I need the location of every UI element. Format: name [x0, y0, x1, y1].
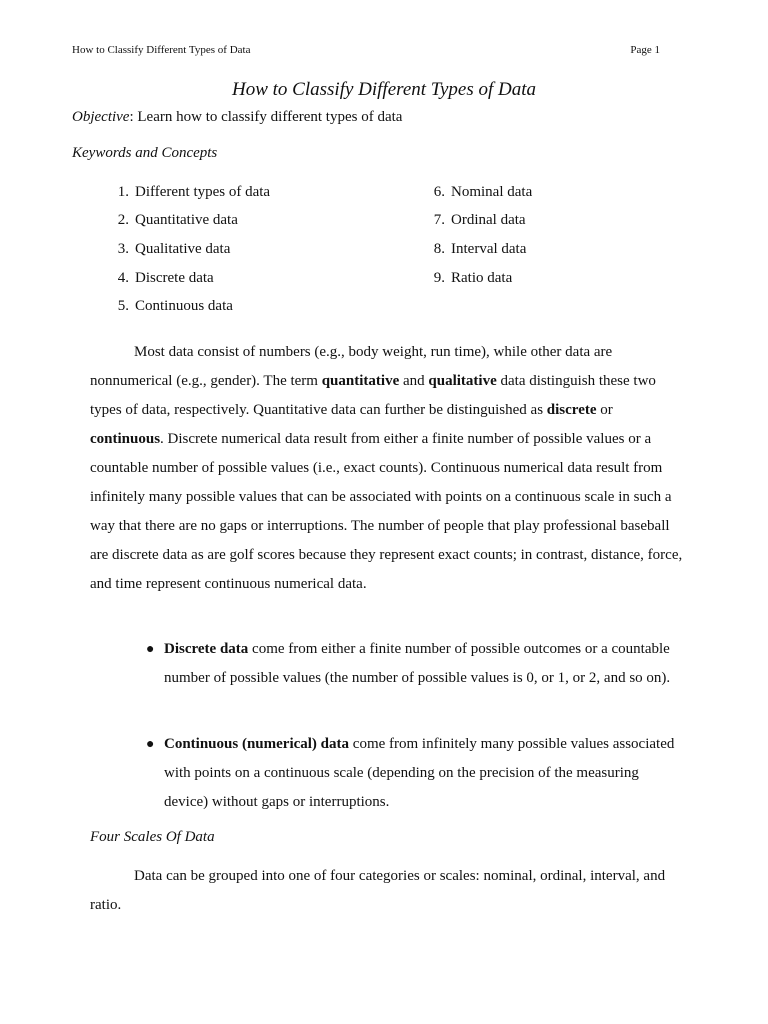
document-title: How to Classify Different Types of Data — [232, 79, 536, 100]
keyword-item — [421, 270, 512, 287]
bullet-text: come from infinitely many possible values associated with points on a continuous scale (depending on the precision of the measuring device) without gaps or interruptions. — [164, 736, 675, 810]
objective — [72, 109, 402, 126]
term-quantitative: quantitative — [321, 373, 400, 389]
objective-text: : Learn how to classify different types of data — [129, 109, 403, 125]
objective-label: Objective — [72, 109, 130, 125]
keyword-text: Different types of data — [135, 184, 271, 200]
paragraph-text: Most data consist of numbers (e.g., body weight, run time), while other data are nonnumerical (e.g., gender). The term — [90, 344, 613, 389]
keyword-text: Discrete data — [135, 270, 214, 286]
term-discrete: discrete — [546, 402, 597, 418]
keyword-number: 7. — [433, 212, 445, 228]
keyword-item — [105, 270, 214, 287]
keyword-item — [105, 241, 230, 258]
keyword-text: Quantitative data — [135, 212, 238, 228]
keyword-text: Interval data — [451, 241, 527, 257]
bullet-term: Continuous (numerical) data — [164, 736, 350, 752]
keyword-item — [105, 298, 233, 315]
keyword-text: Ratio data — [451, 270, 513, 286]
keyword-item — [421, 184, 532, 201]
keyword-item — [105, 212, 238, 229]
page-number: Page 1 — [630, 44, 660, 56]
keyword-text: Nominal data — [451, 184, 533, 200]
body-paragraph — [90, 338, 690, 599]
bullet-item — [146, 635, 684, 693]
scales-heading: Four Scales Of Data — [90, 829, 215, 845]
keyword-number: 6. — [433, 184, 445, 200]
keyword-item — [421, 241, 526, 258]
paragraph-text: or — [596, 402, 613, 418]
bullet-icon: ● — [146, 642, 155, 657]
paragraph-text: data distinguish these two types of data, respectively. Quantitative data can further be distinguished as — [90, 373, 656, 418]
bullet-text: come from either a finite number of possible outcomes or a countable number of possible values (the number of possible values is 0, or 1, or 2, and so on). — [164, 641, 671, 686]
scales-paragraph — [90, 862, 670, 920]
keyword-text: Qualitative data — [135, 241, 231, 257]
paragraph-text: Data can be grouped into one of four categories or scales: nominal, ordinal, interval, and ratio. — [90, 868, 666, 913]
keyword-number: 8. — [433, 241, 445, 257]
keyword-number: 1. — [117, 184, 129, 200]
term-qualitative: qualitative — [428, 373, 497, 389]
keyword-number: 9. — [433, 270, 445, 286]
keyword-number: 5. — [117, 298, 129, 314]
keyword-number: 2. — [117, 212, 129, 228]
bullet-term: Discrete data — [164, 641, 249, 657]
paragraph-text: . Discrete numerical data result from either a finite number of possible values or a countable number of possible values (i.e., exact counts). Continuous numerical data result from infinitely many possible values that can be associated with points on a continuous scale in such a way that there are no gaps or interruptions. The number of people that play professional baseball are discrete data as are golf scores because they represent exact counts; in contrast, distance, force, and time represent continuous numerical data. — [90, 431, 683, 592]
bullet-item — [146, 730, 684, 817]
keyword-item — [105, 184, 270, 201]
keyword-number: 3. — [117, 241, 129, 257]
bullet-icon: ● — [146, 737, 155, 752]
running-header — [72, 44, 660, 56]
keyword-text: Continuous data — [135, 298, 233, 314]
keyword-text: Ordinal data — [451, 212, 526, 228]
header-title: How to Classify Different Types of Data — [72, 44, 251, 56]
paragraph-text: and — [399, 373, 429, 389]
keyword-number: 4. — [117, 270, 129, 286]
keywords-heading: Keywords and Concepts — [72, 145, 218, 161]
term-continuous: continuous — [90, 431, 161, 447]
keyword-item — [421, 212, 526, 229]
